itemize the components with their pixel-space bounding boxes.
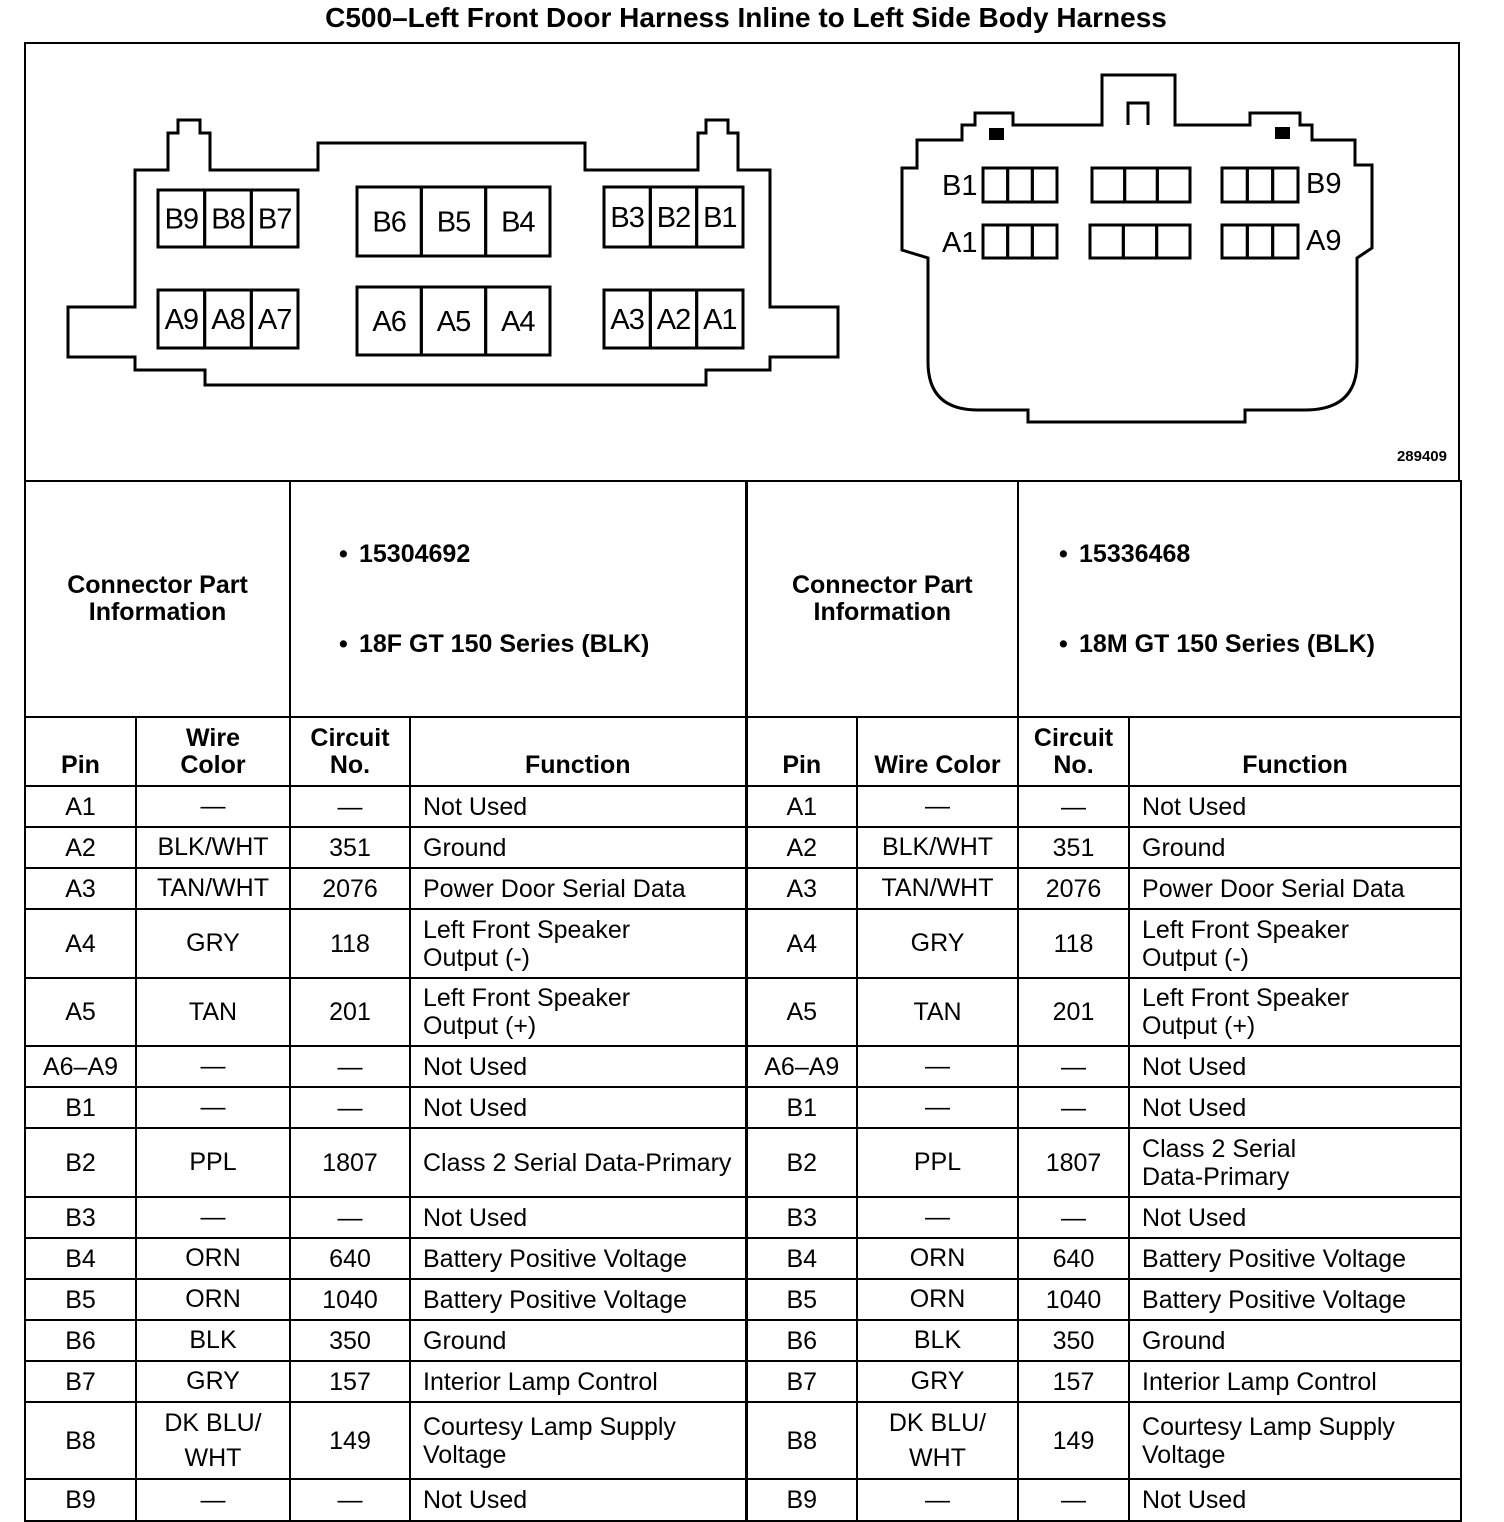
wire-color-cell: DK BLU/ WHT <box>857 1402 1018 1479</box>
circuit-cell: — <box>1018 1197 1129 1238</box>
function-header: Function <box>1129 717 1461 786</box>
function-cell: Battery Positive Voltage <box>410 1238 746 1279</box>
right-connector-row-a-first-label: A1 <box>942 227 978 259</box>
wire-color-cell: — <box>136 1087 290 1128</box>
pin-cell: B1 <box>25 1087 136 1128</box>
wire-color-cell: ORN <box>136 1238 290 1279</box>
circuit-cell: 350 <box>290 1320 410 1361</box>
left-connector-cavity <box>251 290 298 348</box>
pin-cell: A1 <box>25 786 136 827</box>
connector-diagram <box>0 0 1504 480</box>
cavity-label: B9 <box>164 203 199 236</box>
function-cell: Power Door Serial Data <box>410 868 746 909</box>
circuit-cell: — <box>1018 786 1129 827</box>
right-connector-cavity <box>1032 168 1057 202</box>
circuit-cell: — <box>290 1197 410 1238</box>
wire-color-cell: TAN <box>136 978 290 1046</box>
pin-cell: B4 <box>746 1238 857 1279</box>
pin-cell: B6 <box>746 1320 857 1361</box>
wire-color-cell: DK BLU/ WHT <box>136 1402 290 1479</box>
right-connector-cavity <box>1092 168 1125 202</box>
cavity-label: B3 <box>610 202 644 234</box>
left-connector-cavity <box>205 290 252 348</box>
pin-cell: B9 <box>746 1479 857 1521</box>
function-cell: Not Used <box>1129 786 1461 827</box>
pin-row <box>25 868 1461 909</box>
circuit-cell: 351 <box>290 827 410 868</box>
circuit-cell: — <box>290 1046 410 1087</box>
pin-row <box>25 1361 1461 1402</box>
function-header: Function <box>410 717 746 786</box>
cavity-label: A5 <box>436 306 471 338</box>
right-connector-cavity <box>983 225 1008 258</box>
pin-cell: B2 <box>25 1128 136 1197</box>
pin-header: Pin <box>746 717 857 786</box>
pin-cell: B5 <box>746 1279 857 1320</box>
circuit-cell: 201 <box>290 978 410 1046</box>
left-connector-cavity <box>205 190 252 247</box>
column-header-row <box>25 717 1461 786</box>
right-connector-row-a-last-label: A9 <box>1306 225 1342 257</box>
function-cell: Not Used <box>410 1087 746 1128</box>
pin-cell: B8 <box>25 1402 136 1479</box>
pin-row <box>25 1479 1461 1521</box>
cavity-label: A6 <box>372 306 406 338</box>
left-connector-cavity <box>421 287 485 355</box>
function-cell: Courtesy Lamp Supply Voltage <box>1129 1402 1461 1479</box>
right-connector-cavity <box>1090 225 1123 258</box>
pin-row <box>25 1320 1461 1361</box>
circuit-header: Circuit No. <box>1018 717 1129 786</box>
right-connector-cavity <box>1273 168 1298 202</box>
wire-color-cell: — <box>857 786 1018 827</box>
cavity-label: A3 <box>610 304 644 336</box>
wire-color-cell: ORN <box>857 1238 1018 1279</box>
pin-row <box>25 1238 1461 1279</box>
wire-color-cell: BLK/WHT <box>136 827 290 868</box>
left-connector-cavity <box>697 290 743 348</box>
circuit-cell: 201 <box>1018 978 1129 1046</box>
cavity-label: A9 <box>164 304 199 336</box>
left-connector-cavity <box>357 287 421 355</box>
circuit-cell: 157 <box>1018 1361 1129 1402</box>
function-cell: Not Used <box>1129 1046 1461 1087</box>
wire-color-cell: — <box>136 1046 290 1087</box>
circuit-cell: — <box>1018 1479 1129 1521</box>
left-connector-cavity <box>251 190 298 247</box>
wire-color-cell: — <box>136 1197 290 1238</box>
right-connector-cavity <box>1222 225 1247 258</box>
wire-color-cell: GRY <box>857 1361 1018 1402</box>
left-connector-cavity <box>650 187 696 247</box>
function-cell: Not Used <box>410 786 746 827</box>
left-connector-cavity <box>697 187 743 247</box>
right-connector-cavity <box>1157 168 1190 202</box>
part-info-values <box>290 481 746 717</box>
pinout-table <box>24 480 1462 1522</box>
wire-color-cell: GRY <box>857 909 1018 978</box>
circuit-header: Circuit No. <box>290 717 410 786</box>
left-connector-outline <box>68 120 838 385</box>
function-cell: Ground <box>410 1320 746 1361</box>
pin-cell: A5 <box>746 978 857 1046</box>
function-cell: Interior Lamp Control <box>410 1361 746 1402</box>
right-connector-cavity <box>1222 168 1247 202</box>
wire-color-header: Wire Color <box>136 717 290 786</box>
wire-color-cell: GRY <box>136 909 290 978</box>
wire-color-cell: TAN <box>857 978 1018 1046</box>
circuit-cell: 1807 <box>290 1128 410 1197</box>
right-connector-cavity <box>1157 225 1190 258</box>
left-connector-cavity <box>604 187 650 247</box>
function-cell: Power Door Serial Data <box>1129 868 1461 909</box>
circuit-cell: 149 <box>290 1402 410 1479</box>
cavity-label: A2 <box>656 304 691 336</box>
pin-row <box>25 1402 1461 1479</box>
page-title: C500–Left Front Door Harness Inline to Left Side Body Harness <box>325 2 1167 33</box>
circuit-cell: 350 <box>1018 1320 1129 1361</box>
function-cell: Battery Positive Voltage <box>1129 1279 1461 1320</box>
function-cell: Ground <box>410 827 746 868</box>
wire-color-cell: BLK/WHT <box>857 827 1018 868</box>
pin-cell: A5 <box>25 978 136 1046</box>
pin-row <box>25 1046 1461 1087</box>
function-cell: Left Front Speaker Output (+) <box>1129 978 1461 1046</box>
left-connector-cavity <box>486 187 550 256</box>
right-connector-cavity <box>1123 225 1156 258</box>
pin-header: Pin <box>25 717 136 786</box>
pin-cell: B8 <box>746 1402 857 1479</box>
pin-cell: B1 <box>746 1087 857 1128</box>
function-cell: Ground <box>1129 827 1461 868</box>
circuit-cell: 157 <box>290 1361 410 1402</box>
wire-color-cell: BLK <box>136 1320 290 1361</box>
pin-cell: A3 <box>746 868 857 909</box>
left-connector-cavity <box>158 290 205 348</box>
pin-row <box>25 1087 1461 1128</box>
cavity-label: B7 <box>257 203 292 236</box>
function-cell: Interior Lamp Control <box>1129 1361 1461 1402</box>
circuit-cell: 1040 <box>290 1279 410 1320</box>
function-cell: Battery Positive Voltage <box>1129 1238 1461 1279</box>
left-connector-cavity <box>158 190 205 247</box>
wire-color-cell: TAN/WHT <box>857 868 1018 909</box>
wire-color-cell: — <box>857 1046 1018 1087</box>
function-cell: Courtesy Lamp Supply Voltage <box>410 1402 746 1479</box>
circuit-cell: 640 <box>1018 1238 1129 1279</box>
left-connector-cavity <box>357 187 421 256</box>
pin-row <box>25 1279 1461 1320</box>
pin-cell: B9 <box>25 1479 136 1521</box>
figure-number: 289409 <box>1396 448 1447 465</box>
circuit-cell: — <box>290 1087 410 1128</box>
wire-color-cell: — <box>857 1197 1018 1238</box>
pin-cell: B3 <box>25 1197 136 1238</box>
function-cell: Not Used <box>1129 1479 1461 1521</box>
right-connector-cavity <box>1125 168 1158 202</box>
circuit-cell: 1040 <box>1018 1279 1129 1320</box>
pin-row <box>25 978 1461 1046</box>
left-connector-cavity <box>421 187 485 256</box>
right-connector-key-mark <box>989 128 1004 140</box>
connector-series: • 18F GT 150 Series (BLK) <box>359 626 745 662</box>
function-cell: Battery Positive Voltage <box>410 1279 746 1320</box>
wire-color-cell: ORN <box>857 1279 1018 1320</box>
wire-color-cell: TAN/WHT <box>136 868 290 909</box>
circuit-cell: 1807 <box>1018 1128 1129 1197</box>
wire-color-cell: — <box>857 1479 1018 1521</box>
left-connector-cavity <box>604 290 650 348</box>
left-connector-cavity <box>650 290 696 348</box>
part-info-row <box>25 481 1461 717</box>
circuit-cell: 351 <box>1018 827 1129 868</box>
right-connector-cavity <box>1273 225 1298 258</box>
right-connector-cavities <box>983 168 1298 258</box>
circuit-cell: 118 <box>290 909 410 978</box>
wire-color-cell: ORN <box>136 1279 290 1320</box>
cavity-label: B4 <box>501 206 535 239</box>
cavity-label: A8 <box>211 304 245 336</box>
pin-cell: A2 <box>25 827 136 868</box>
pin-cell: B7 <box>25 1361 136 1402</box>
pin-cell: A4 <box>746 909 857 978</box>
pin-row <box>25 1128 1461 1197</box>
right-connector-cavity <box>1008 225 1033 258</box>
wire-color-cell: PPL <box>857 1128 1018 1197</box>
part-number: • 15304692 <box>359 536 745 572</box>
wire-color-cell: BLK <box>857 1320 1018 1361</box>
wire-color-cell: — <box>136 1479 290 1521</box>
function-cell: Not Used <box>410 1479 746 1521</box>
wire-color-cell: — <box>857 1087 1018 1128</box>
cavity-label: A7 <box>257 304 292 336</box>
right-connector-row-b-last-label: B9 <box>1306 168 1342 200</box>
cavity-label: B1 <box>703 202 737 234</box>
pin-cell: B2 <box>746 1128 857 1197</box>
cavity-label: A1 <box>703 304 737 336</box>
pin-row <box>25 827 1461 868</box>
pin-row <box>25 909 1461 978</box>
circuit-cell: — <box>290 786 410 827</box>
part-info-label: Connector Part Information <box>25 481 290 717</box>
pin-cell: A2 <box>746 827 857 868</box>
pin-cell: A4 <box>25 909 136 978</box>
wire-color-cell: — <box>136 786 290 827</box>
part-info-values <box>1018 481 1461 717</box>
function-cell: Not Used <box>1129 1197 1461 1238</box>
function-cell: Not Used <box>1129 1087 1461 1128</box>
pin-cell: A6–A9 <box>25 1046 136 1087</box>
pin-row <box>25 1197 1461 1238</box>
circuit-cell: — <box>290 1479 410 1521</box>
pin-row <box>25 786 1461 827</box>
right-connector-cavity <box>1008 168 1033 202</box>
circuit-cell: 2076 <box>290 868 410 909</box>
pin-cell: A1 <box>746 786 857 827</box>
left-connector-cavity <box>486 287 550 355</box>
wire-color-header: Wire Color <box>857 717 1018 786</box>
cavity-label: B2 <box>656 202 691 234</box>
function-cell: Class 2 Serial Data-Primary <box>1129 1128 1461 1197</box>
pin-cell: B3 <box>746 1197 857 1238</box>
right-connector-key-mark <box>1275 127 1290 139</box>
right-connector-cavity <box>1247 168 1272 202</box>
circuit-cell: 640 <box>290 1238 410 1279</box>
right-connector-cavity <box>1247 225 1272 258</box>
right-connector-latch-slot <box>1128 103 1148 125</box>
circuit-cell: 118 <box>1018 909 1129 978</box>
part-info-label: Connector Part Information <box>746 481 1018 717</box>
pin-cell: B4 <box>25 1238 136 1279</box>
function-cell: Not Used <box>410 1046 746 1087</box>
cavity-label: B6 <box>372 206 406 239</box>
function-cell: Ground <box>1129 1320 1461 1361</box>
connector-series: • 18M GT 150 Series (BLK) <box>1079 626 1460 662</box>
right-connector-row-b-first-label: B1 <box>942 170 978 202</box>
function-cell: Left Front Speaker Output (+) <box>410 978 746 1046</box>
function-cell: Left Front Speaker Output (-) <box>410 909 746 978</box>
part-number: • 15336468 <box>1079 536 1460 572</box>
circuit-cell: — <box>1018 1087 1129 1128</box>
right-connector-cavity <box>983 168 1008 202</box>
wire-color-cell: GRY <box>136 1361 290 1402</box>
cavity-label: A4 <box>501 306 535 338</box>
pin-cell: B7 <box>746 1361 857 1402</box>
cavity-label: B5 <box>436 206 471 239</box>
pin-cell: B6 <box>25 1320 136 1361</box>
circuit-cell: — <box>1018 1046 1129 1087</box>
function-cell: Left Front Speaker Output (-) <box>1129 909 1461 978</box>
cavity-label: B8 <box>211 203 245 236</box>
wire-color-cell: PPL <box>136 1128 290 1197</box>
left-connector-cavities <box>158 187 743 355</box>
function-cell: Class 2 Serial Data-Primary <box>410 1128 746 1197</box>
circuit-cell: 149 <box>1018 1402 1129 1479</box>
right-connector-cavity <box>1032 225 1057 258</box>
pin-cell: A6–A9 <box>746 1046 857 1087</box>
circuit-cell: 2076 <box>1018 868 1129 909</box>
function-cell: Not Used <box>410 1197 746 1238</box>
pin-cell: B5 <box>25 1279 136 1320</box>
pin-cell: A3 <box>25 868 136 909</box>
